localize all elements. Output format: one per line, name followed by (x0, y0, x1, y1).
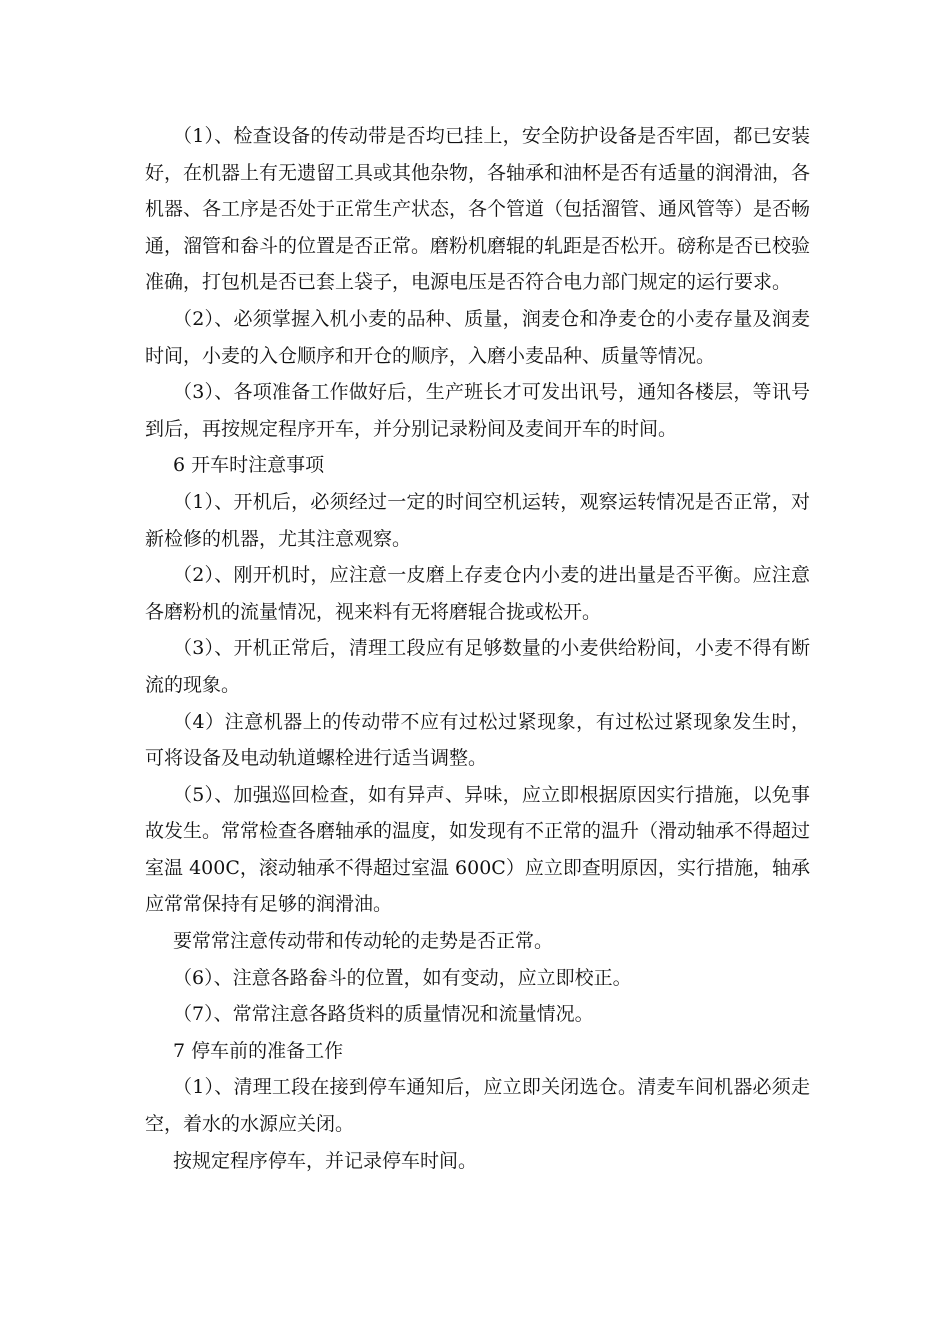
paragraph-elevator-position: （6）、注意各路畚斗的位置，如有变动，应立即校正。 (173, 966, 632, 989)
paragraph-stop-notice: （1）、清理工段在接到停车通知后，应立即关闭选仓。清麦车间机器必须走空，着水的水源应关闭。 (145, 1076, 810, 1136)
paragraph-startup-check: （1）、检查设备的传动带是否均已挂上，安全防护设备是否牢固，都已安装好，在机器上有无遗留工具或其他杂物，各轴承和油杯是否有适量的润滑油，各机器、各工序是否处于正常生产状态，各个管道（包括溜管、通风管等）是否畅通，溜管和畚斗的位置是否正常。磨粉机磨辊的轧距是否松开。磅称是否已校验准确，打包机是否已套上袋子，电源电压是否符合电力部门规定的运行要求。 (145, 125, 811, 294)
paragraph-belt-watch: 要常常注意传动带和传动轮的走势是否正常。 (173, 930, 554, 953)
paragraph-idle-run: （1）、开机后，必须经过一定的时间空机运转，观察运转情况是否正常，对新检修的机器，尤其注意观察。 (145, 490, 810, 550)
paragraph-inspection: （5）、加强巡回检查，如有异声、异味，应立即根据原因实行措施，以免事故发生。常常检查各磨轴承的温度，如发现有不正常的温升（滑动轴承不得超过室温 400C，滚动轴承不得超过室温 600C）应立即查明原因，实行措施，轴承应常常保持有足够的润滑油。 (145, 783, 811, 916)
paragraph-flow-balance: （2）、刚开机时，应注意一皮磨上存麦仓内小麦的进出量是否平衡。应注意各磨粉机的流量情况，视来料有无将磨辊合拢或松开。 (145, 564, 810, 623)
section-heading-6: 6 开车时注意事项 (173, 454, 325, 477)
paragraph-wheat-info: （2）、必须掌握入机小麦的品种、质量，润麦仓和净麦仓的小麦存量及润麦时间，小麦的入仓顺序和开仓的顺序，入磨小麦品种、质量等情况。 (145, 307, 810, 367)
paragraph-material-quality: （7）、常常注意各路货料的质量情况和流量情况。 (173, 1003, 594, 1026)
paragraph-start-signal: （3）、各项准备工作做好后，生产班长才可发出讯号，通知各楼层，等讯号到后，再按规定程序开车，并分别记录粉间及麦间开车的时间。 (145, 381, 810, 440)
paragraph-supply: （3）、开机正常后，清理工段应有足够数量的小麦供给粉间，小麦不得有断流的现象。 (145, 637, 810, 696)
paragraph-stop-procedure: 按规定程序停车，并记录停车时间。 (173, 1149, 478, 1172)
paragraph-belt-tension: （4）注意机器上的传动带不应有过松过紧现象，有过松过紧现象发生时，可将设备及电动轨道螺栓进行适当调整。 (145, 710, 810, 770)
section-heading-7: 7 停车前的准备工作 (173, 1039, 344, 1062)
document-body (145, 118, 810, 1179)
